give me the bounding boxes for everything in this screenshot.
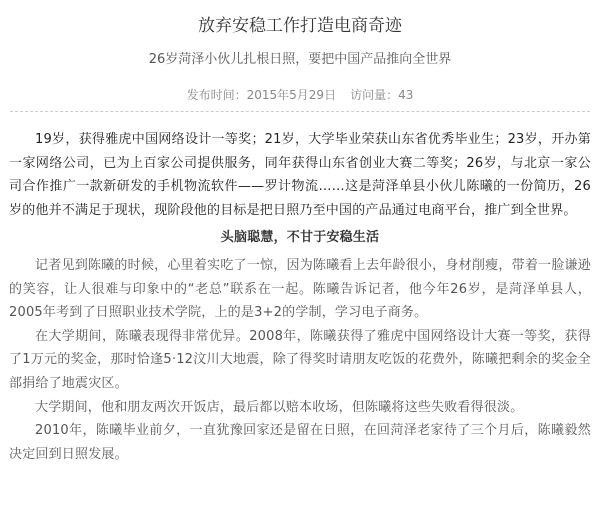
- article-title: 放弃安稳工作打造电商奇迹: [198, 16, 402, 36]
- publish-label: 发布时间：: [186, 88, 247, 102]
- article-paragraph: 2010年，陈曦毕业前夕，一直犹豫回家还是留在日照，在回菏泽老家待了三个月后，陈曦毅然决定回到日照发展。: [9, 423, 591, 462]
- article-paragraph: 在大学期间，陈曦表现得非常优异。2008年，陈曦获得了雅虎中国网络设计大赛一等奖，获得了1万元的奖金，那时恰逢5·12汶川大地震，除了得奖时请朋友吃饭的花费外，陈曦把剩余的奖金全部捐给了地震灾区。: [9, 328, 591, 391]
- publish-date: 2015年5月29日: [246, 88, 337, 102]
- article-meta: [0, 86, 600, 104]
- views-label: 访问量：: [350, 88, 399, 102]
- views-count: 43: [398, 88, 414, 102]
- article-subtitle: 26岁菏泽小伙儿扎根日照，要把中国产品推向全世界: [148, 52, 452, 67]
- article-header: [0, 0, 600, 104]
- section-heading: 头脑聪慧，不甘于安稳生活: [220, 230, 380, 246]
- article-paragraph: 大学期间，他和朋友两次开饭店，最后都以赔本收场，但陈曦将这些失败看得很淡。: [35, 399, 524, 415]
- article-content: [0, 112, 600, 466]
- article-paragraph: 19岁，获得雅虎中国网络设计一等奖；21岁，大学毕业荣获山东省优秀毕业生；23岁，开办第一家网络公司，已为上百家公司提供服务，同年获得山东省创业大赛二等奖；26岁，与北京一家公司合作推广一款新研发的手机物流软件——罗计物流……这是菏泽单县小伙儿陈曦的一份简历，26岁的他并不满足于现状，现阶段他的目标是把日照乃至中国的产品通过电商平台，推广到全世界。: [9, 132, 591, 218]
- article-paragraph: 记者见到陈曦的时候，心里着实吃了一惊，因为陈曦看上去年龄很小，身材削瘦，带着一脸谦逊的笑容，让人很难与印象中的“老总”联系在一起。陈曦告诉记者，他今年26岁，是菏泽单县人，2005年考到了日照职业技术学院，上的是3+2的学制，学习电子商务。: [9, 257, 591, 321]
